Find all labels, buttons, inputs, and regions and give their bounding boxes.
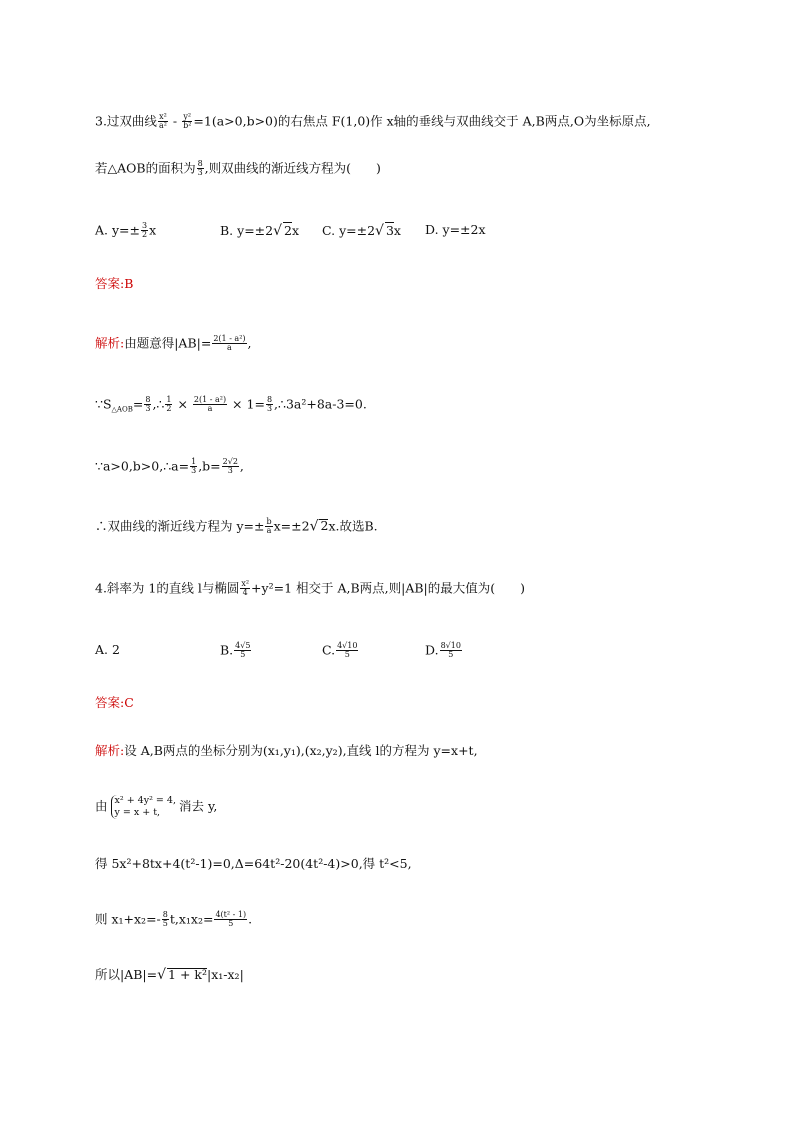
q4-option-c: C. $\frac{4√10}{5}$ bbox=[322, 641, 358, 660]
q4-solution-line5: 所以|AB|=√ 1 + k²|x₁-x₂| bbox=[95, 967, 244, 983]
q3-solution-line3: ∵a>0,b>0,∴a= $\frac{1}{3}$ ,b= $\frac{2√2}{3}$ , bbox=[95, 457, 244, 476]
q4-solution-line2: 由 x² + 4y² = 4, y = x + t, 消去 y, bbox=[95, 795, 218, 818]
sqrt-icon: √ bbox=[157, 967, 167, 983]
q4-solution-line1: 解析:设 A,B两点的坐标分别为(x₁,y₁),(x₂,y₂),直线 l的方程为 y=x+t, bbox=[95, 743, 478, 758]
equation-system: x² + 4y² = 4, y = x + t, bbox=[111, 795, 176, 819]
fraction: $\frac{8}{3}$ bbox=[145, 395, 151, 414]
q3-option-a: A. y=± $\frac{3}{2}$ x bbox=[95, 221, 157, 240]
fraction: $\frac{4√10}{5}$ bbox=[337, 641, 358, 660]
q3-solution-line1: 解析:由题意得|AB|= $\frac{\text{2(1 - a²)}}{a}$ , bbox=[95, 334, 252, 353]
q4-stem: 4.斜率为 1的直线 l与椭圆 $\frac{\text{x²}}{4}$ +y²=1 相交于 A,B两点,则|AB|的最大值为( ) bbox=[95, 579, 526, 598]
q3-solution-line2: $\because S_{\triangle AOB}=$ $\frac{8}{3}$ ,∴ $\frac{1}{2}$ × $\frac{\text{2(1 - a²)}}{a}$ × 1= $\frac{8}{3}$ ,∴3a²+8a-3=0. bbox=[95, 395, 367, 414]
q3-solution-line4: ∴双曲线的渐近线方程为 y=± $\frac{b}{a}$ x=±2√ 2x.故选B. bbox=[95, 517, 378, 536]
sqrt-icon: √ bbox=[273, 223, 283, 239]
q4-solution-line4: 则 x₁+x₂=- $\frac{8}{5}$ t,x₁x₂= $\frac{\text{4(t² - 1)}}{5}$ . bbox=[95, 910, 253, 929]
sqrt-icon: √ bbox=[309, 518, 319, 535]
fraction: $\frac{2√2}{3}$ bbox=[222, 457, 238, 476]
fraction: $\frac{\text{y²}}{\text{b²}}$ bbox=[183, 112, 192, 131]
q3-option-d: D. y=±2x bbox=[425, 222, 486, 237]
fraction: $\frac{8}{5}$ bbox=[162, 910, 168, 929]
q3-option-c: C. y=±2√ 3x bbox=[322, 223, 401, 239]
q4-answer: 答案:C bbox=[95, 695, 134, 710]
sqrt-icon: √ bbox=[375, 223, 384, 239]
q3-stem-line1: 3.过双曲线 $\frac{\text{x²}}{\text{a²}}$ - $\frac{\text{y²}}{\text{b²}}$ =1(a>0,b>0)的右焦点 F(1,0)作 x轴的垂线与双曲线交于 A,B两点,O为坐标原点, bbox=[95, 112, 651, 131]
fraction: $\frac{3}{2}$ bbox=[141, 221, 148, 240]
fraction: $\frac{\text{4(t² - 1)}}{5}$ bbox=[215, 910, 247, 929]
q4-option-a: A. 2 bbox=[95, 642, 120, 657]
fraction: $\frac{1}{2}$ bbox=[166, 395, 172, 414]
q4-option-d: D. $\frac{8√10}{5}$ bbox=[425, 641, 461, 660]
solution-label: 解析: bbox=[95, 743, 125, 758]
fraction: $\frac{\text{x²}}{\text{a²}}$ bbox=[158, 112, 167, 131]
q3-answer: 答案:B bbox=[95, 276, 134, 291]
fraction: $\frac{1}{3}$ bbox=[191, 457, 197, 476]
fraction: $\frac{8}{3}$ bbox=[197, 159, 203, 178]
q4-option-b: B. $\frac{4√5}{5}$ bbox=[220, 641, 251, 660]
fraction: $\frac{4√5}{5}$ bbox=[235, 641, 251, 660]
fraction: $\frac{b}{a}$ bbox=[266, 517, 272, 536]
fraction: $\frac{\text{x²}}{4}$ bbox=[241, 579, 250, 598]
q3-option-b: B. y=±2√ 2x bbox=[220, 223, 300, 239]
q4-solution-line3: 得 5x²+8tx+4(t²-1)=0,Δ=64t²-20(4t²-4)>0,得 t²<5, bbox=[95, 856, 412, 871]
fraction: $\frac{8}{3}$ bbox=[266, 395, 273, 414]
fraction: $\frac{\text{2(1 - a²)}}{a}$ bbox=[193, 395, 227, 414]
fraction: $\frac{\text{2(1 - a²)}}{a}$ bbox=[213, 334, 246, 353]
fraction: $\frac{8√10}{5}$ bbox=[440, 641, 461, 660]
q3-stem-line2: 若△AOB的面积为 $\frac{8}{3}$ ,则双曲线的渐近线方程为( ) bbox=[95, 159, 381, 178]
solution-label: 解析: bbox=[95, 335, 125, 351]
